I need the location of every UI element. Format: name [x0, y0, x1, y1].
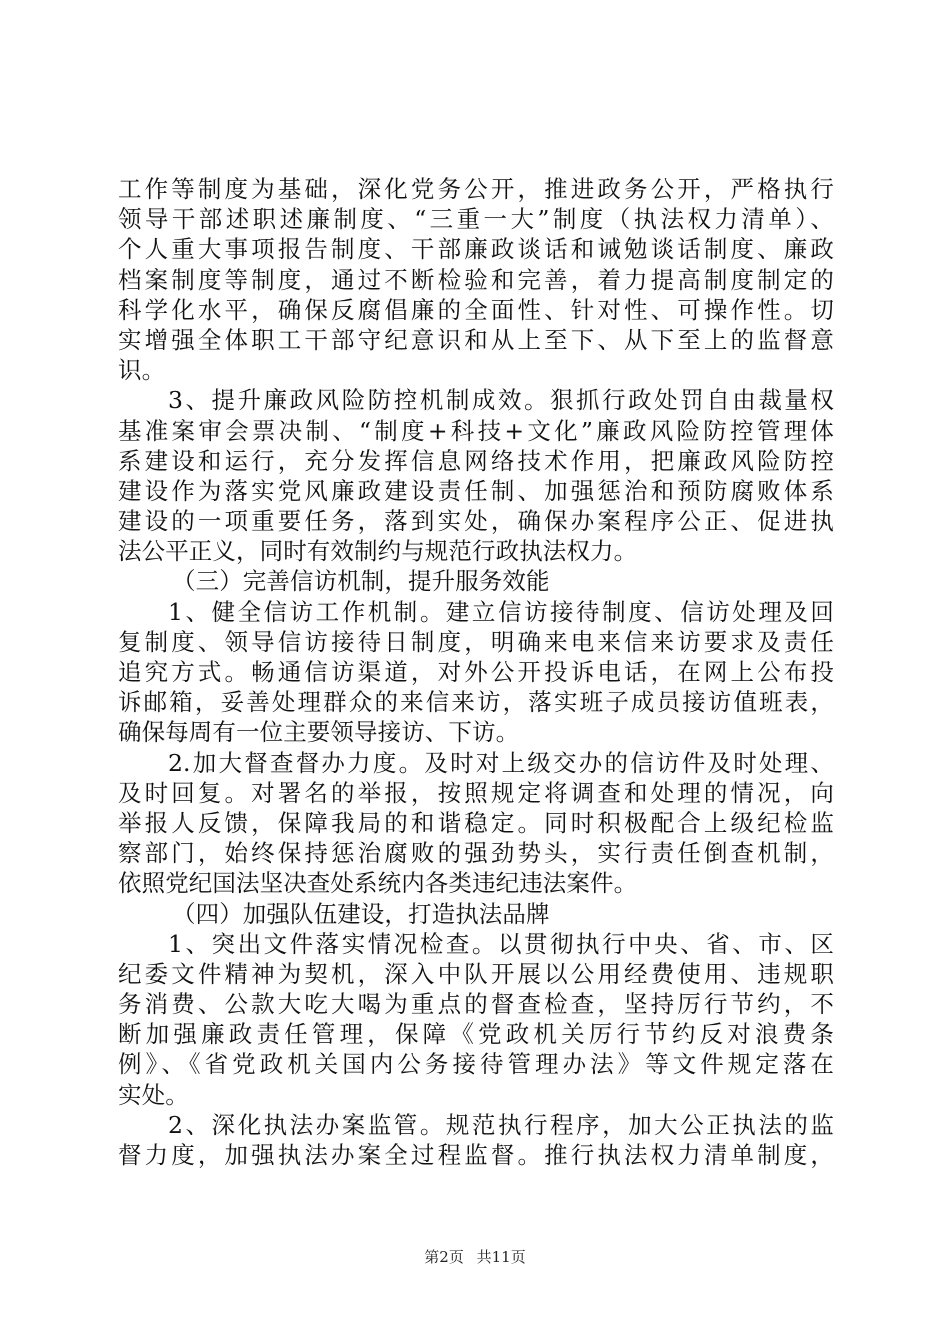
- text-line-26: 1、突出文件落实情况检查。以贯彻执行中央、省、市、区: [168, 929, 834, 958]
- text-line-29: 断加强廉政责任管理，保障《党政机关厉行节约反对浪费条: [118, 1020, 834, 1049]
- page-number: 第2页: [424, 1248, 464, 1266]
- text-line-4: 档案制度等制度，通过不断检验和完善，着力提高制度制定的: [118, 265, 834, 294]
- text-line-15: 1、健全信访工作机制。建立信访接待制度、信访处理及回: [168, 597, 834, 626]
- text-line-3: 个人重大事项报告制度、干部廉政谈话和诫勉谈话制度、廉政: [118, 235, 834, 264]
- text-line-1: 工作等制度为基础，深化党务公开，推进政务公开，严格执行: [118, 175, 834, 203]
- total-pages: 共11页: [476, 1248, 526, 1266]
- text-line-9: 基准案审会票决制、“制度+科技+文化”廉政风险防控管理体: [118, 416, 834, 445]
- text-line-31: 实处。: [118, 1080, 189, 1109]
- document-body: [118, 174, 834, 1170]
- section-heading-3: （三）完善信访机制，提升服务效能: [172, 567, 550, 596]
- text-line-24: 依照党纪国法坚决查处系统内各类违纪违法案件。: [118, 869, 638, 898]
- text-line-28: 务消费、公款大吃大喝为重点的督查检查，坚持厉行节约，不: [118, 990, 834, 1019]
- text-line-33: 督力度，加强执法办案全过程监督。推行执法权力清单制度，: [118, 1141, 834, 1169]
- text-line-19: 确保每周有一位主要领导接访、下访。: [118, 718, 520, 747]
- text-line-5: 科学化水平，确保反腐倡廉的全面性、针对性、可操作性。切: [118, 295, 834, 324]
- text-line-18: 诉邮箱，妥善处理群众的来信来访，落实班子成员接访值班表，: [118, 688, 834, 717]
- text-line-22: 举报人反馈，保障我局的和谐稳定。同时积极配合上级纪检监: [118, 808, 834, 837]
- text-line-2: 领导干部述职述廉制度、“三重一大”制度（执法权力清单）、: [118, 205, 834, 234]
- text-line-32: 2、深化执法办案监管。规范执行程序，加大公正执法的监: [168, 1110, 834, 1139]
- page-footer: [0, 1247, 950, 1267]
- text-line-27: 纪委文件精神为契机，深入中队开展以公用经费使用、违规职: [118, 959, 834, 988]
- text-line-20: 2.加大督查督办力度。及时对上级交办的信访件及时处理、: [168, 748, 834, 777]
- text-line-16: 复制度、领导信访接待日制度，明确来电来信来访要求及责任: [118, 627, 834, 656]
- text-line-23: 察部门，始终保持惩治腐败的强劲势头，实行责任倒查机制，: [118, 839, 834, 868]
- text-line-11: 建设作为落实党风廉政建设责任制、加强惩治和预防腐败体系: [118, 476, 834, 505]
- text-line-8: 3、提升廉政风险防控机制成效。狠抓行政处罚自由裁量权: [168, 386, 834, 415]
- text-line-17: 追究方式。畅通信访渠道，对外公开投诉电话，在网上公布投: [118, 658, 834, 686]
- text-line-30: 例》、《省党政机关国内公务接待管理办法》等文件规定落在: [118, 1050, 834, 1079]
- section-heading-4: （四）加强队伍建设，打造执法品牌: [172, 899, 550, 928]
- text-line-10: 系建设和运行，充分发挥信息网络技术作用，把廉政风险防控: [118, 446, 834, 475]
- text-line-12: 建设的一项重要任务，落到实处，确保办案程序公正、促进执: [118, 507, 834, 536]
- text-line-13: 法公平正义，同时有效制约与规范行政执法权力。: [118, 537, 638, 566]
- text-line-6: 实增强全体职工干部守纪意识和从上至下、从下至上的监督意: [118, 325, 834, 354]
- text-line-21: 及时回复。对署名的举报，按照规定将调查和处理的情况，向: [118, 778, 834, 807]
- text-line-7: 识。: [118, 356, 166, 385]
